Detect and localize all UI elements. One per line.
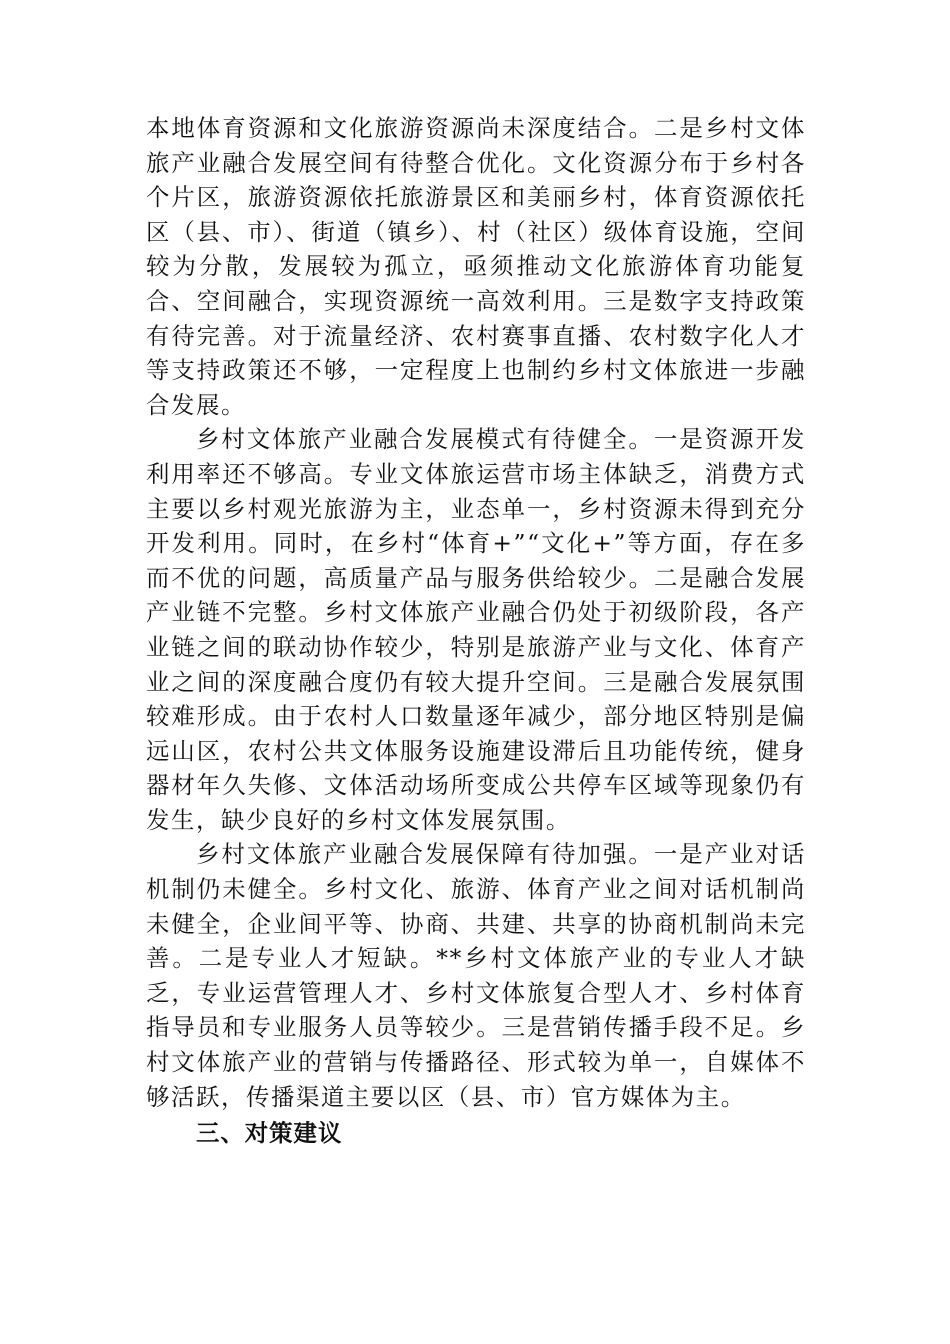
paragraph-development-guarantee: 乡村文体旅产业融合发展保障有待加强。一是产业对话机制仍未健全。乡村文化、旅游、体育产业之间对话机制尚未健全，企业间平等、协商、共建、共享的协商机制尚未完善。二是专业人才短缺。**乡村文体旅产业的专业人才缺乏，专业运营管理人才、乡村文体旅复合型人才、乡村体育指导员和专业服务人员等较少。三是营销传播手段不足。乡村文体旅产业的营销与传播路径、形式较为单一，自媒体不够活跃，传播渠道主要以区（县、市）官方媒体为主。 (146, 840, 806, 1111)
paragraph-development-model: 乡村文体旅产业融合发展模式有待健全。一是资源开发利用率还不够高。专业文体旅运营市场主体缺乏，消费方式主要以乡村观光旅游为主，业态单一，乡村资源未得到充分开发利用。同时，在乡村“体育+”“文化+”等方面，存在多而不优的问题，高质量产品与服务供给较少。二是融合发展产业链不完整。乡村文体旅产业融合仍处于初级阶段，各产业链之间的联动协作较少，特别是旅游产业与文化、体育产业之间的深度融合度仍有较大提升空间。三是融合发展氛围较难形成。由于农村人口数量逐年减少，部分地区特别是偏远山区，农村公共文体服务设施建设滞后且功能传统，健身器材年久失修、文体活动场所变成公共停车区域等现象仍有发生，缺少良好的乡村文体发展氛围。 (146, 425, 806, 834)
section-heading: 三、对策建议 (196, 1119, 343, 1148)
document-page (146, 111, 806, 1152)
paragraph-continuation: 本地体育资源和文化旅游资源尚未深度结合。二是乡村文体旅产业融合发展空间有待整合优化。文化资源分布于乡村各个片区，旅游资源依托旅游景区和美丽乡村，体育资源依托区（县、市）、街道（镇乡）、村（社区）级体育设施，空间较为分散，发展较为孤立，亟须推动文化旅游体育功能复合、空间融合，实现资源统一高效利用。三是数字支持政策有待完善。对于流量经济、农村赛事直播、农村数字化人才等支持政策还不够，一定程度上也制约乡村文体旅进一步融合发展。 (146, 114, 806, 419)
